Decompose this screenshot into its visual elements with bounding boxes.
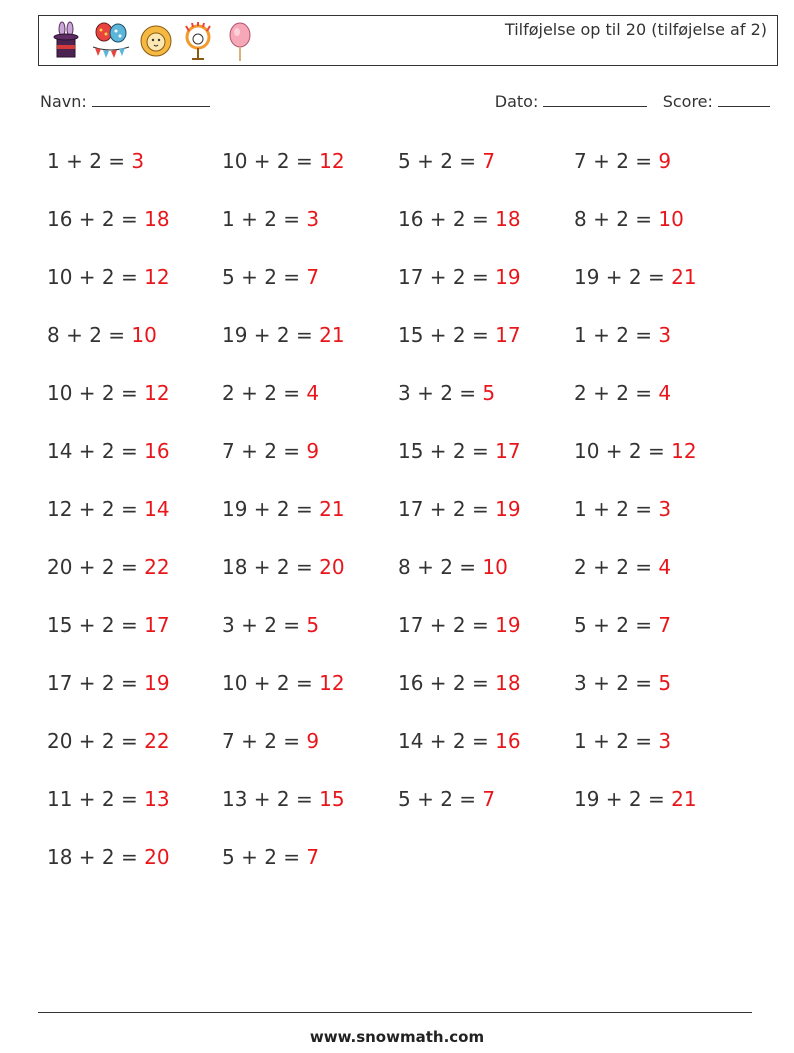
problem-question: 19 + 2 = <box>574 265 672 289</box>
problem-answer: 12 <box>144 381 170 405</box>
problem-question: 14 + 2 = <box>47 439 145 463</box>
problem-question: 17 + 2 = <box>398 613 496 637</box>
problem-answer: 17 <box>144 613 170 637</box>
problem-item <box>574 667 750 725</box>
problem-item <box>574 609 750 667</box>
problem-answer: 20 <box>144 845 170 869</box>
problem-item <box>574 261 750 319</box>
problem-question: 16 + 2 = <box>398 207 496 231</box>
problem-question: 8 + 2 = <box>47 323 132 347</box>
problem-question: 11 + 2 = <box>47 787 145 811</box>
problem-answer: 21 <box>319 323 345 347</box>
problem-answer: 19 <box>495 265 521 289</box>
name-label: Navn: <box>40 92 87 111</box>
problem-item <box>222 667 398 725</box>
problem-item <box>222 435 398 493</box>
problem-answer: 5 <box>658 671 672 695</box>
problem-answer: 12 <box>671 439 697 463</box>
problem-question: 1 + 2 = <box>47 149 132 173</box>
problem-question: 7 + 2 = <box>222 729 307 753</box>
problem-answer: 21 <box>671 787 697 811</box>
lion-icon <box>139 21 173 63</box>
problem-item <box>47 203 222 261</box>
problem-answer: 17 <box>495 323 521 347</box>
problem-question: 10 + 2 = <box>47 265 145 289</box>
problem-question: 1 + 2 = <box>574 729 659 753</box>
problem-item <box>47 725 222 783</box>
problem-item <box>398 319 574 377</box>
problem-item <box>222 493 398 551</box>
name-blank[interactable] <box>92 92 210 107</box>
problem-answer: 7 <box>306 265 320 289</box>
problem-answer: 7 <box>482 149 496 173</box>
magic-hat-icon <box>49 21 83 63</box>
problem-item <box>222 783 398 841</box>
score-blank[interactable] <box>718 92 770 107</box>
problem-question: 3 + 2 = <box>398 381 483 405</box>
problem-item <box>222 261 398 319</box>
problem-answer: 21 <box>671 265 697 289</box>
problem-item <box>47 319 222 377</box>
problem-question: 2 + 2 = <box>574 381 659 405</box>
problem-item <box>47 667 222 725</box>
problem-question: 19 + 2 = <box>222 323 320 347</box>
problem-question: 1 + 2 = <box>574 323 659 347</box>
problem-answer: 7 <box>306 845 320 869</box>
problem-question: 13 + 2 = <box>222 787 320 811</box>
problem-item <box>574 783 750 841</box>
problem-item <box>574 435 750 493</box>
problem-question: 18 + 2 = <box>47 845 145 869</box>
problem-answer: 21 <box>319 497 345 521</box>
problem-item <box>222 609 398 667</box>
problem-answer: 5 <box>306 613 320 637</box>
problem-answer: 10 <box>131 323 157 347</box>
problem-item <box>398 725 574 783</box>
problem-item <box>47 783 222 841</box>
juggling-ring-icon <box>181 21 215 63</box>
problem-question: 17 + 2 = <box>47 671 145 695</box>
problem-question: 15 + 2 = <box>47 613 145 637</box>
worksheet-header <box>38 15 778 66</box>
problem-answer: 12 <box>319 149 345 173</box>
problem-item <box>47 841 222 899</box>
problem-answer: 18 <box>495 671 521 695</box>
problem-answer: 19 <box>144 671 170 695</box>
problem-answer: 14 <box>144 497 170 521</box>
problem-question: 1 + 2 = <box>574 497 659 521</box>
problem-item <box>222 841 398 899</box>
problem-question: 14 + 2 = <box>398 729 496 753</box>
problem-item <box>398 261 574 319</box>
problem-item <box>398 435 574 493</box>
problem-question: 1 + 2 = <box>222 207 307 231</box>
problem-answer: 3 <box>306 207 320 231</box>
problem-item <box>398 667 574 725</box>
problem-answer: 9 <box>306 729 320 753</box>
cotton-candy-icon <box>223 21 257 63</box>
problem-item <box>574 551 750 609</box>
problem-answer: 20 <box>319 555 345 579</box>
problem-answer: 10 <box>658 207 684 231</box>
problem-question: 12 + 2 = <box>47 497 145 521</box>
problem-answer: 15 <box>319 787 345 811</box>
problem-item <box>47 609 222 667</box>
problem-answer: 22 <box>144 729 170 753</box>
problem-item <box>398 609 574 667</box>
problem-answer: 19 <box>495 613 521 637</box>
problem-question: 17 + 2 = <box>398 265 496 289</box>
problem-answer: 10 <box>482 555 508 579</box>
problem-answer: 3 <box>658 729 672 753</box>
problem-question: 16 + 2 = <box>47 207 145 231</box>
problem-item <box>574 725 750 783</box>
problem-question: 2 + 2 = <box>222 381 307 405</box>
problem-question: 10 + 2 = <box>222 149 320 173</box>
problem-question: 10 + 2 = <box>574 439 672 463</box>
problem-answer: 5 <box>482 381 496 405</box>
problem-item <box>222 551 398 609</box>
date-label: Dato: <box>494 92 539 111</box>
problem-answer: 3 <box>658 497 672 521</box>
problem-item <box>398 783 574 841</box>
problem-item <box>398 203 574 261</box>
problem-item <box>574 319 750 377</box>
problem-question: 5 + 2 = <box>398 149 483 173</box>
problem-item <box>222 145 398 203</box>
problem-item <box>47 551 222 609</box>
problem-item <box>574 145 750 203</box>
problem-answer: 19 <box>495 497 521 521</box>
problem-question: 3 + 2 = <box>222 613 307 637</box>
problem-grid <box>47 145 767 899</box>
problem-answer: 3 <box>131 149 145 173</box>
problem-answer: 12 <box>319 671 345 695</box>
problem-item <box>398 551 574 609</box>
problem-item <box>574 377 750 435</box>
problem-question: 19 + 2 = <box>574 787 672 811</box>
problem-answer: 4 <box>658 555 672 579</box>
problem-question: 8 + 2 = <box>574 207 659 231</box>
problem-answer: 9 <box>658 149 672 173</box>
problem-question: 10 + 2 = <box>47 381 145 405</box>
problem-item <box>47 145 222 203</box>
problem-question: 20 + 2 = <box>47 729 145 753</box>
problem-answer: 18 <box>144 207 170 231</box>
problem-question: 17 + 2 = <box>398 497 496 521</box>
problem-question: 5 + 2 = <box>222 845 307 869</box>
problem-item <box>574 493 750 551</box>
problem-item <box>222 725 398 783</box>
footer-url: www.snowmath.com <box>309 1028 485 1046</box>
worksheet-title: Tilføjelse op til 20 (tilføjelse af 2) <box>504 20 767 39</box>
problem-answer: 13 <box>144 787 170 811</box>
problem-question: 7 + 2 = <box>574 149 659 173</box>
problem-item <box>47 435 222 493</box>
score-label: Score: <box>662 92 713 111</box>
problem-item <box>574 203 750 261</box>
problem-answer: 22 <box>144 555 170 579</box>
problem-item <box>398 493 574 551</box>
problem-answer: 7 <box>658 613 672 637</box>
problem-question: 7 + 2 = <box>222 439 307 463</box>
problem-answer: 3 <box>658 323 672 347</box>
date-score-fields <box>495 92 770 111</box>
problem-item <box>47 261 222 319</box>
problem-answer: 7 <box>482 787 496 811</box>
balloons-bunting-icon <box>91 21 131 63</box>
problem-question: 5 + 2 = <box>398 787 483 811</box>
problem-question: 5 + 2 = <box>222 265 307 289</box>
problem-question: 15 + 2 = <box>398 439 496 463</box>
problem-question: 5 + 2 = <box>574 613 659 637</box>
problem-question: 8 + 2 = <box>398 555 483 579</box>
problem-question: 10 + 2 = <box>222 671 320 695</box>
problem-answer: 4 <box>658 381 672 405</box>
problem-answer: 4 <box>306 381 320 405</box>
footer-divider <box>38 1012 752 1013</box>
problem-answer: 16 <box>495 729 521 753</box>
problem-question: 2 + 2 = <box>574 555 659 579</box>
problem-item <box>398 377 574 435</box>
problem-answer: 9 <box>306 439 320 463</box>
problem-question: 3 + 2 = <box>574 671 659 695</box>
problem-answer: 12 <box>144 265 170 289</box>
date-blank[interactable] <box>543 92 647 107</box>
problem-item <box>222 319 398 377</box>
problem-item <box>47 377 222 435</box>
problem-question: 19 + 2 = <box>222 497 320 521</box>
problem-question: 20 + 2 = <box>47 555 145 579</box>
problem-answer: 18 <box>495 207 521 231</box>
problem-item <box>398 145 574 203</box>
problem-item <box>47 493 222 551</box>
problem-question: 18 + 2 = <box>222 555 320 579</box>
problem-answer: 17 <box>495 439 521 463</box>
problem-question: 16 + 2 = <box>398 671 496 695</box>
problem-item <box>222 203 398 261</box>
problem-question: 15 + 2 = <box>398 323 496 347</box>
problem-answer: 16 <box>144 439 170 463</box>
header-icons <box>49 20 257 64</box>
problem-item <box>222 377 398 435</box>
name-field <box>40 92 210 111</box>
